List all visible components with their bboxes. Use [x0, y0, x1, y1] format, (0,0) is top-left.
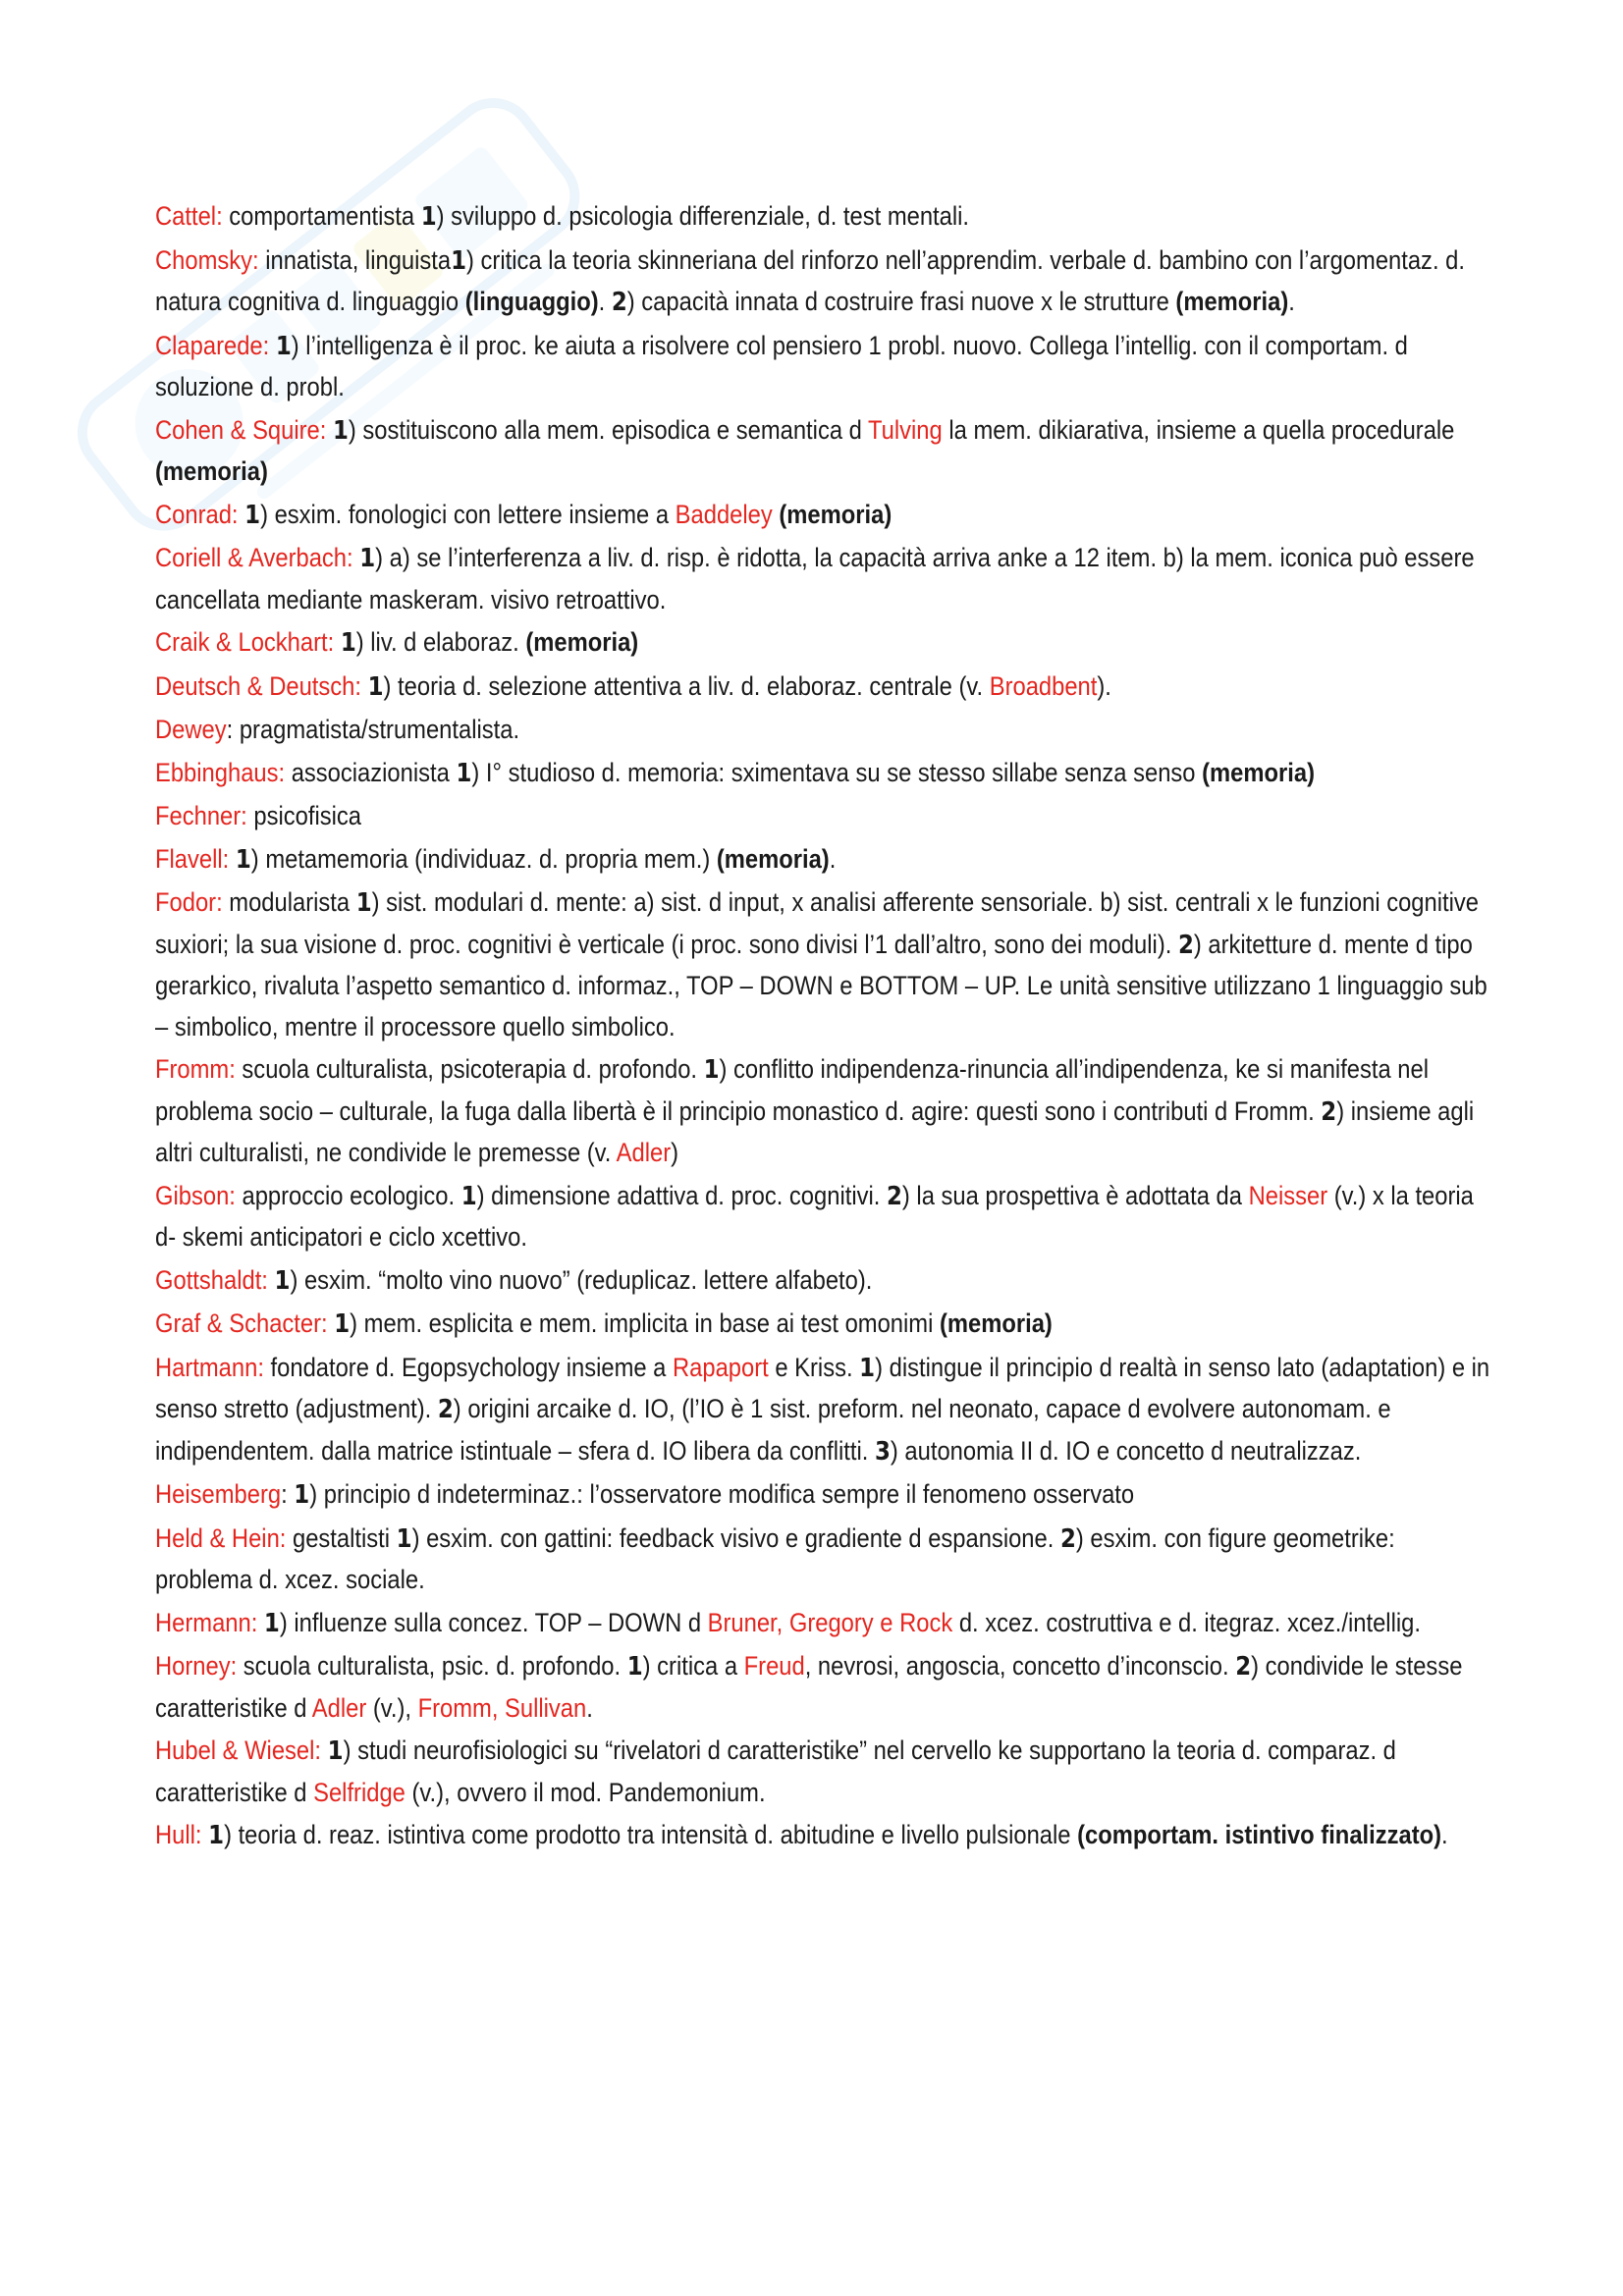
point-number: 2: [611, 288, 627, 317]
author-name: Chomsky:: [155, 244, 259, 275]
entry-text: ) metamemoria (individuaz. d. propria mem.): [250, 843, 717, 874]
entry-text: ) l’intelligenza è il proc. ke aiuta a risolvere col pensiero 1 probl. nuovo. Collega l’intellig. con il comportam. d soluzione d. probl.: [155, 330, 1408, 401]
entry-text: [202, 1820, 209, 1849]
entry-text: .: [1288, 287, 1295, 316]
entry-text: (v.),: [366, 1692, 418, 1723]
point-number: 1: [355, 888, 372, 918]
entry-text: la mem. dikiarativa, insieme a quella procedurale: [942, 414, 1455, 445]
entry-text: ) influenze sulla concez. TOP – DOWN d: [279, 1607, 708, 1637]
glossary-entry: [155, 1474, 1490, 1517]
author-reference: Selfridge: [313, 1777, 406, 1807]
author-name: Ebbinghaus:: [155, 757, 286, 787]
entry-text: (v.) x la teoria d- skemi anticipatori e ciclo xcettivo.: [155, 1180, 1474, 1252]
glossary-entry: [155, 839, 1490, 881]
entry-text: ) liv. d elaboraz.: [355, 627, 526, 657]
author-name: Flavell:: [155, 843, 230, 874]
author-name: Craik & Lockhart:: [155, 627, 335, 657]
entry-text: ) condivide le stesse caratteristike d: [155, 1651, 1463, 1723]
point-number: 2: [886, 1181, 902, 1211]
author-reference: Tulving: [868, 414, 943, 445]
entry-text: .: [586, 1692, 593, 1723]
entry-text: ): [671, 1138, 679, 1167]
glossary-entry: [155, 1049, 1490, 1174]
author-reference: Rapaport: [672, 1352, 769, 1382]
glossary-entry: [155, 495, 1490, 537]
entry-text: ) principio d indeterminaz.: l’osservatore modifica sempre il fenomeno osservato: [309, 1479, 1135, 1509]
entry-text: ) arkitetture d. mente d tipo gerarkico, rivaluta l’aspetto semantico d. informaz., TOP – DOWN e BOTTOM – UP. Le unità sensitive utilizzano 1 linguaggio sub – simbolico, mentre il processore quello simbolico.: [155, 929, 1488, 1041]
author-name: Held & Hein:: [155, 1522, 287, 1553]
point-number: 1: [359, 544, 376, 573]
glossary-entry: [155, 240, 1490, 324]
author-reference: Adler: [311, 1692, 367, 1723]
author-name: Claparede:: [155, 330, 270, 360]
author-name: Fromm:: [155, 1054, 236, 1084]
entry-text: ) capacità innata d costruire frasi nuove x le strutture: [626, 287, 1176, 316]
author-name: Gottshaldt:: [155, 1264, 268, 1295]
author-name: Dewey: [155, 715, 227, 744]
entry-text: .: [1441, 1820, 1448, 1849]
entry-text: ) critica a: [642, 1651, 744, 1681]
entry-text: ) origini arcaike d. IO, (l’IO è 1 sist. preform. nel neonato, capace d evolvere autonomam. e indipendentem. dalla matrice istintuale – sfera d. IO libera da conflitti.: [155, 1394, 1391, 1466]
entry-text: modularista: [222, 887, 356, 917]
point-number: 1: [327, 1736, 344, 1766]
point-number: 2: [1235, 1652, 1252, 1682]
author-name: Cattel:: [155, 201, 223, 231]
author-reference: Broadbent: [989, 670, 1098, 701]
topic-tag: (linguaggio): [464, 287, 599, 316]
author-reference: Freud: [743, 1651, 805, 1681]
entry-text: ) esxim. “molto vino nuovo” (reduplicaz. lettere alfabeto).: [290, 1264, 873, 1295]
entry-text: innatista, linguista: [258, 244, 452, 275]
entry-text: ) sviluppo d. psicologia differenziale, d. test mentali.: [436, 201, 970, 231]
point-number: 1: [420, 202, 437, 232]
point-number: 2: [1059, 1523, 1076, 1554]
entry-text: scuola culturalista, psic. d. profondo.: [237, 1651, 627, 1681]
glossary-entry: [155, 796, 1490, 837]
point-number: 1: [294, 1480, 310, 1510]
glossary-entry: [155, 1348, 1490, 1473]
entry-text: ) sist. modulari d. mente: a) sist. d input, x analisi afferente sensoriale. b) sist. centrali x le funzioni cognitive suxiori; la sua visione d. proc. cognitivi è verticale (i proc. sono divisi l’1 dall’altro, sono dei moduli).: [155, 887, 1479, 959]
entry-text: approccio ecologico.: [235, 1180, 461, 1210]
point-number: 1: [703, 1055, 720, 1085]
glossary-entry: [155, 1815, 1490, 1857]
topic-tag: (memoria): [525, 627, 639, 657]
entry-text: ).: [1097, 670, 1111, 701]
glossary-entry: [155, 1519, 1490, 1601]
topic-tag: (memoria): [155, 456, 268, 486]
author-name: Fodor:: [155, 887, 223, 917]
glossary-entry: [155, 1603, 1490, 1645]
entry-text: fondatore d. Egopsychology insieme a: [263, 1352, 673, 1382]
entry-text: ) teoria d. selezione attentiva a liv. d. elaboraz. centrale (v.: [383, 670, 990, 701]
entry-text: ) I° studioso d. memoria: sximentava su se stesso sillabe senza senso: [471, 757, 1203, 787]
entry-text: ) esxim. fonologici con lettere insieme a: [260, 499, 676, 529]
topic-tag: (memoria): [939, 1308, 1053, 1338]
point-number: 1: [340, 628, 356, 658]
point-number: 1: [460, 1181, 477, 1211]
topic-tag: (memoria): [779, 499, 893, 529]
glossary-entry: [155, 882, 1490, 1047]
point-number: 1: [263, 1608, 280, 1638]
author-reference: Neisser: [1248, 1180, 1328, 1210]
author-name: Hartmann:: [155, 1352, 264, 1382]
entry-text: ) autonomia II d. IO e concetto d neutralizzaz.: [890, 1435, 1362, 1466]
glossary-entry: [155, 1646, 1490, 1729]
author-name: Conrad:: [155, 499, 239, 529]
point-number: 2: [1177, 930, 1194, 960]
topic-tag: (memoria): [716, 843, 830, 874]
entry-text: :: [281, 1479, 295, 1509]
entry-text: ) insieme agli altri culturalisti, ne condivide le premesse (v.: [155, 1095, 1475, 1167]
author-name: Graf & Schacter:: [155, 1308, 328, 1338]
entry-text: associazionista: [285, 757, 457, 787]
entry-text: ) teoria d. reaz. istintiva come prodotto tra intensità d. abitudine e livello pulsionale: [224, 1820, 1078, 1849]
glossary-entry: [155, 538, 1490, 620]
author-reference: Adler: [616, 1138, 672, 1167]
entry-text: ) esxim. con figure geometrike: problema d. xcez. sociale.: [155, 1522, 1395, 1594]
entry-text: e Kriss.: [768, 1352, 860, 1382]
entry-text: ) sostituiscono alla mem. episodica e semantica d: [348, 414, 869, 445]
glossary-entry: [155, 410, 1490, 493]
author-name: Hubel & Wiesel:: [155, 1735, 322, 1765]
point-number: 1: [456, 758, 472, 788]
point-number: 1: [396, 1523, 412, 1554]
glossary-entry: [155, 196, 1490, 239]
glossary-entry: [155, 1731, 1490, 1813]
author-name: Coriell & Averbach:: [155, 543, 353, 572]
topic-tag: (comportam. istintivo finalizzato): [1077, 1820, 1442, 1849]
entry-text: [773, 500, 780, 529]
entry-text: .: [598, 287, 612, 316]
entry-text: (v.), ovvero il mod. Pandemonium.: [405, 1777, 766, 1807]
point-number: 2: [437, 1395, 454, 1424]
entry-text: ) distingue il principio d realtà in senso lato (adaptation) e in senso stretto (adjustment).: [155, 1352, 1490, 1423]
entry-text: , nevrosi, angoscia, concetto d’inconscio.: [804, 1651, 1236, 1681]
entry-text: ) conflitto indipendenza-rinuncia all’indipendenza, ke si manifesta nel problema socio – culturale, la fuga dalla libertà è il principio monastico d. agire: questi sono i contributi d Fromm.: [155, 1054, 1430, 1126]
point-number: 1: [275, 331, 292, 361]
glossary-entry: [155, 710, 1490, 751]
point-number: 1: [274, 1265, 291, 1296]
author-name: Heisemberg: [155, 1479, 282, 1509]
glossary-entry: [155, 622, 1490, 665]
author-name: Hull:: [155, 1820, 202, 1849]
entry-text: ) esxim. con gattini: feedback visivo e gradiente d espansione.: [411, 1522, 1060, 1553]
point-number: 1: [334, 1309, 351, 1339]
entry-text: psicofisica: [246, 801, 361, 830]
author-name: Cohen & Squire:: [155, 414, 327, 445]
point-number: 2: [1321, 1096, 1337, 1127]
entry-text: ) a) se l’interferenza a liv. d. risp. è ridotta, la capacità arriva anke a 12 item. b) la mem. iconica può essere cancellata mediante maskeram. visivo retroattivo.: [155, 543, 1475, 614]
entry-text: scuola culturalista, psicoterapia d. profondo.: [235, 1054, 704, 1084]
topic-tag: (memoria): [1202, 757, 1316, 787]
glossary-body: [155, 196, 1490, 1859]
point-number: 1: [244, 500, 261, 530]
point-number: 1: [859, 1353, 876, 1383]
author-name: Horney:: [155, 1651, 238, 1681]
entry-text: d. xcez. costruttiva e d. itegraz. xcez./intellig.: [952, 1607, 1421, 1637]
point-number: 3: [874, 1436, 891, 1467]
entry-text: [321, 1735, 328, 1765]
author-name: Deutsch & Deutsch:: [155, 670, 361, 701]
glossary-entry: [155, 326, 1490, 408]
author-reference: Baddeley: [675, 499, 773, 529]
point-number: 1: [626, 1652, 643, 1682]
glossary-entry: [155, 1304, 1490, 1346]
entry-text: ) la sua prospettiva è adottata da: [901, 1180, 1249, 1210]
glossary-entry: [155, 1176, 1490, 1258]
topic-tag: (memoria): [1175, 287, 1289, 316]
entry-text: : pragmatista/strumentalista.: [226, 715, 520, 744]
glossary-entry: [155, 753, 1490, 795]
author-reference: Bruner, Gregory e Rock: [707, 1607, 953, 1637]
author-name: Hermann:: [155, 1607, 258, 1637]
point-number: 1: [332, 415, 349, 446]
glossary-entry: [155, 667, 1490, 709]
point-number: 1: [235, 844, 251, 875]
point-number: 1: [367, 671, 384, 702]
author-name: Gibson:: [155, 1180, 236, 1210]
entry-text: comportamentista: [222, 201, 421, 231]
author-reference: Fromm, Sullivan: [417, 1692, 587, 1723]
point-number: 1: [208, 1821, 225, 1850]
entry-text: .: [829, 843, 837, 874]
point-number: 1: [451, 245, 467, 276]
glossary-entry: [155, 1260, 1490, 1303]
entry-text: ) studi neurofisiologici su “rivelatori d caratteristike” nel cervello ke supportano la teoria d. comparaz. d caratteristike d: [155, 1735, 1396, 1807]
entry-text: gestaltisti: [286, 1522, 397, 1553]
entry-text: ) mem. esplicita e mem. implicita in base ai test omonimi: [350, 1308, 940, 1338]
entry-text: ) dimensione adattiva d. proc. cognitivi.: [476, 1180, 887, 1210]
entry-text: ) critica la teoria skinneriana del rinforzo nell’apprendim. verbale d. bambino con l’argomentaz. d. natura cognitiva d. linguaggio: [155, 244, 1465, 316]
author-name: Fechner:: [155, 801, 247, 830]
